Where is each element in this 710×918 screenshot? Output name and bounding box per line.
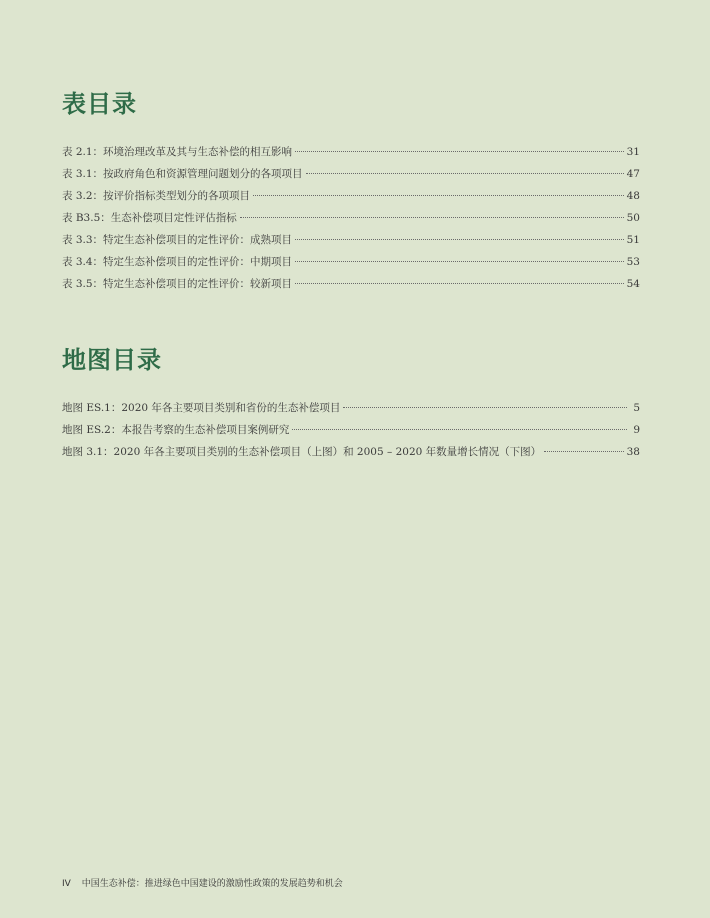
list-of-maps-heading: 地图目录 — [62, 346, 162, 374]
toc-entry[interactable] — [62, 441, 640, 463]
dot-leader — [295, 283, 624, 284]
dot-leader — [295, 261, 624, 262]
toc-entry-page: 47 — [626, 168, 640, 180]
toc-entry[interactable] — [62, 141, 640, 163]
list-of-tables-heading: 表目录 — [62, 90, 137, 118]
toc-entry-page: 38 — [626, 446, 640, 458]
toc-entry[interactable] — [62, 207, 640, 229]
toc-entry-page: 48 — [626, 190, 640, 202]
toc-entry[interactable] — [62, 229, 640, 251]
page-footer — [62, 876, 343, 889]
toc-entry-title: 表 3.1：按政府角色和资源管理问题划分的各项项目 — [62, 168, 303, 180]
toc-entry-page: 31 — [626, 146, 640, 158]
toc-entry-title: 地图 ES.2：本报告考察的生态补偿项目案例研究 — [62, 424, 290, 436]
toc-entry-page: 5 — [633, 402, 640, 414]
toc-entry-title: 表 2.1：环境治理改革及其与生态补偿的相互影响 — [62, 146, 293, 158]
list-of-maps-section — [62, 340, 640, 463]
toc-entry-title: 表 3.3：特定生态补偿项目的定性评价：成熟项目 — [62, 234, 293, 246]
footer-book-title: 中国生态补偿：推进绿色中国建设的激励性政策的发展趋势和机会 — [81, 879, 343, 889]
dot-leader — [295, 239, 624, 240]
toc-entry-title: 表 3.5：特定生态补偿项目的定性评价：较新项目 — [62, 278, 293, 290]
list-of-tables-section — [62, 84, 640, 295]
toc-entry[interactable] — [62, 163, 640, 185]
toc-entry[interactable] — [62, 419, 640, 441]
toc-entry-page: 50 — [626, 212, 640, 224]
toc-entry-title: 地图 ES.1：2020 年各主要项目类别和省份的生态补偿项目 — [62, 402, 341, 414]
toc-entry-title: 表 3.4：特定生态补偿项目的定性评价：中期项目 — [62, 256, 293, 268]
toc-entry[interactable] — [62, 273, 640, 295]
toc-entry-title: 地图 3.1：2020 年各主要项目类别的生态补偿项目（上图）和 2005 – 2020 年数量增长情况（下图） — [62, 446, 542, 458]
list-of-tables — [62, 141, 640, 295]
toc-entry[interactable] — [62, 251, 640, 273]
toc-entry-page: 9 — [633, 424, 640, 436]
dot-leader — [343, 407, 627, 408]
dot-leader — [240, 217, 624, 218]
dot-leader — [306, 173, 624, 174]
toc-entry-title: 表 B3.5：生态补偿项目定性评估指标 — [62, 212, 237, 224]
list-of-maps — [62, 397, 640, 463]
toc-entry-page: 53 — [626, 256, 640, 268]
dot-leader — [544, 451, 623, 452]
toc-entry-title: 表 3.2：按评价指标类型划分的各项项目 — [62, 190, 251, 202]
dot-leader — [253, 195, 624, 196]
footer-page-number: IV — [62, 879, 71, 889]
dot-leader — [295, 151, 624, 152]
dot-leader — [292, 429, 627, 430]
toc-entry-page: 54 — [626, 278, 640, 290]
toc-entry-page: 51 — [626, 234, 640, 246]
toc-entry[interactable] — [62, 185, 640, 207]
toc-entry[interactable] — [62, 397, 640, 419]
